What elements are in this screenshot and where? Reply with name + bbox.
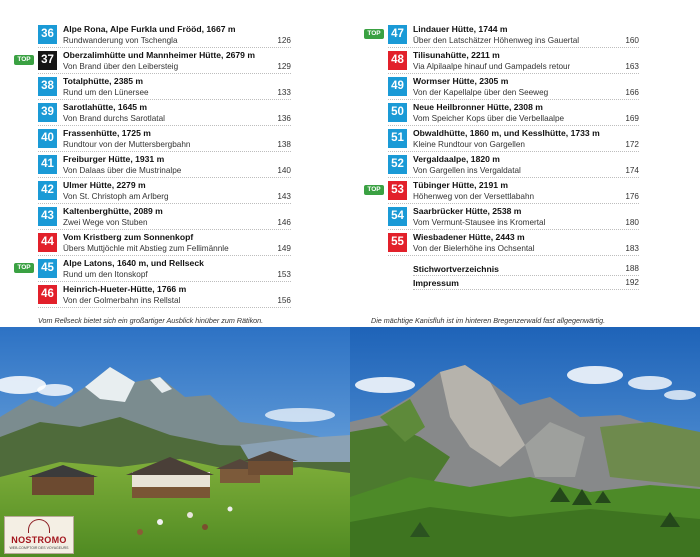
page-number: 180: [625, 218, 639, 227]
toc-entry: [38, 154, 291, 178]
toc-entry: [38, 102, 291, 126]
page-number: 149: [277, 244, 291, 253]
index-label: Stichwortverzeichnis: [413, 264, 499, 274]
route-number: 36: [38, 25, 57, 44]
top-badge: TOP: [364, 29, 384, 39]
route-subtitle: Von Dalaas über die Mustrinalpe: [63, 166, 182, 175]
route-number: 52: [388, 155, 407, 174]
route-subtitle-row: [63, 87, 291, 98]
route-number: 49: [388, 77, 407, 96]
route-subtitle-row: [413, 113, 639, 124]
route-title: Vom Kristberg zum Sonnenkopf: [63, 232, 194, 242]
route-subtitle-row: [63, 243, 291, 254]
toc-entry: [388, 50, 639, 74]
index-row: [413, 263, 639, 276]
top-badge: TOP: [364, 185, 384, 195]
logo-tagline: WEB-COMPTOIR DES VOYAGEURS: [9, 546, 69, 550]
page-number: 156: [277, 296, 291, 305]
route-subtitle: Vom Speicher Kops über die Verbellaalpe: [413, 114, 565, 123]
route-number: 55: [388, 233, 407, 252]
page-number: 169: [625, 114, 639, 123]
page-number: 136: [277, 114, 291, 123]
route-title: Oberzalimhütte und Mannheimer Hütte, 2679 m: [63, 50, 255, 60]
route-subtitle: Von der Bielerhöhe ins Ochsental: [413, 244, 535, 253]
route-subtitle-row: [63, 269, 291, 280]
route-subtitle: Rundtour von der Muttersbergbahn: [63, 140, 191, 149]
page-number: 188: [625, 264, 639, 273]
route-number: 47: [388, 25, 407, 44]
route-number: 45: [38, 259, 57, 278]
route-title: Totalphütte, 2385 m: [63, 76, 144, 86]
route-subtitle-row: [63, 35, 291, 46]
route-number: 53: [388, 181, 407, 200]
page-number: 183: [625, 244, 639, 253]
route-subtitle: Rundwanderung von Tschengla: [63, 36, 178, 45]
route-subtitle-row: [413, 165, 639, 176]
toc-entry: [38, 206, 291, 230]
route-title: Alpe Latons, 1640 m, und Rellseck: [63, 258, 204, 268]
photo-caption-left: Vom Rellseck bietet sich ein großartiger Ausblick hinüber zum Rätikon.: [38, 316, 264, 325]
toc-entry: [388, 76, 639, 100]
toc-entry: [367, 180, 639, 204]
route-title: Kaltenberghütte, 2089 m: [63, 206, 163, 216]
route-subtitle: Von Brand über den Leibersteig: [63, 62, 179, 71]
toc-entry: [388, 128, 639, 152]
route-number: 48: [388, 51, 407, 70]
page-number: 129: [277, 62, 291, 71]
route-subtitle: Zwei Wege von Stuben: [63, 218, 148, 227]
route-title: Tilisunahütte, 2211 m: [413, 50, 500, 60]
route-subtitle-row: [63, 61, 291, 72]
page-number: 176: [625, 192, 639, 201]
route-number: 42: [38, 181, 57, 200]
toc-entry: [38, 128, 291, 152]
page-number: 126: [277, 36, 291, 45]
route-title: Frassenhütte, 1725 m: [63, 128, 151, 138]
route-number: 51: [388, 129, 407, 148]
route-subtitle: Von St. Christoph am Arlberg: [63, 192, 169, 201]
route-subtitle: Höhenweg von der Versettlabahn: [413, 192, 535, 201]
route-title: Neue Heilbronner Hütte, 2308 m: [413, 102, 543, 112]
route-subtitle: Via Alpilaalpe hinauf und Gampadels retour: [413, 62, 571, 71]
route-subtitle: Von der Golmerbahn ins Rellstal: [63, 296, 181, 305]
route-title: Tübinger Hütte, 2191 m: [413, 180, 509, 190]
toc-left-list: [17, 24, 291, 308]
page-number: 133: [277, 88, 291, 97]
photo-caption-right: Die mächtige Kanisfluh ist im hinteren Bregenzerwald fast allgegenwärtig.: [371, 316, 606, 325]
route-subtitle-row: [63, 113, 291, 124]
toc-entry: [38, 232, 291, 256]
route-title: Freiburger Hütte, 1931 m: [63, 154, 165, 164]
route-title: Alpe Rona, Alpe Furkla und Frööd, 1667 m: [63, 24, 236, 34]
route-subtitle-row: [413, 217, 639, 228]
index-row: [413, 277, 639, 290]
index-label: Impressum: [413, 278, 459, 288]
route-subtitle-row: [63, 139, 291, 150]
page-number: 140: [277, 166, 291, 175]
route-subtitle: Kleine Rundtour von Gargellen: [413, 140, 525, 149]
route-number: 37: [38, 51, 57, 70]
route-subtitle: Rund um den Itonskopf: [63, 270, 148, 279]
page-number: 146: [277, 218, 291, 227]
page-number: 166: [625, 88, 639, 97]
route-subtitle-row: [63, 217, 291, 228]
route-number: 41: [38, 155, 57, 174]
toc-entry: [17, 50, 291, 74]
route-subtitle: Von Brand durchs Sarotlatal: [63, 114, 165, 123]
route-title: Heinrich-Hueter-Hütte, 1766 m: [63, 284, 187, 294]
route-subtitle-row: [63, 295, 291, 306]
route-subtitle-row: [413, 35, 639, 46]
toc-index-list: [388, 263, 639, 290]
route-title: Obwaldhütte, 1860 m, und Kesslhütte, 1733 m: [413, 128, 600, 138]
route-number: 43: [38, 207, 57, 226]
photo-kanisfluh: [350, 327, 700, 557]
route-subtitle-row: [413, 87, 639, 98]
route-title: Vergaldaalpe, 1820 m: [413, 154, 500, 164]
route-subtitle: Rund um den Lünersee: [63, 88, 149, 97]
top-badge: TOP: [14, 263, 34, 273]
toc-entry: [388, 232, 639, 256]
toc-entry: [367, 24, 639, 48]
toc-entry: [388, 206, 639, 230]
route-number: 46: [38, 285, 57, 304]
page-number: 174: [625, 166, 639, 175]
route-title: Ulmer Hütte, 2279 m: [63, 180, 146, 190]
logo-name: NOSTROMO: [11, 535, 67, 545]
route-number: 50: [388, 103, 407, 122]
route-subtitle: Übers Muttjöchle mit Abstieg zum Fellimännle: [63, 244, 229, 253]
route-number: 40: [38, 129, 57, 148]
page-number: 192: [625, 278, 639, 287]
route-subtitle-row: [413, 191, 639, 202]
route-subtitle: Vom Vermunt-Stausee ins Kromertal: [413, 218, 546, 227]
toc-right-column: [367, 24, 639, 291]
toc-entry: [17, 258, 291, 282]
route-number: 39: [38, 103, 57, 122]
page-number: 153: [277, 270, 291, 279]
page-number: 163: [625, 62, 639, 71]
route-subtitle-row: [413, 139, 639, 150]
route-subtitle-row: [413, 61, 639, 72]
route-number: 38: [38, 77, 57, 96]
route-subtitle-row: [63, 191, 291, 202]
route-title: Wiesbadener Hütte, 2443 m: [413, 232, 525, 242]
toc-entry: [388, 102, 639, 126]
toc-entry: [38, 284, 291, 308]
route-subtitle-row: [413, 243, 639, 254]
page-number: 172: [625, 140, 639, 149]
page-number: 138: [277, 140, 291, 149]
nostromo-logo: [4, 516, 74, 554]
top-badge: TOP: [14, 55, 34, 65]
toc-entry: [38, 180, 291, 204]
route-subtitle: Über den Latschätzer Höhenweg ins Gauertal: [413, 36, 580, 45]
route-title: Lindauer Hütte, 1744 m: [413, 24, 508, 34]
page-number: 143: [277, 192, 291, 201]
globe-icon: [28, 519, 50, 533]
toc-entry: [38, 76, 291, 100]
route-subtitle: Von Gargellen ins Vergaldatal: [413, 166, 521, 175]
route-title: Wormser Hütte, 2305 m: [413, 76, 509, 86]
route-subtitle: Von der Kapellalpe über den Seeweg: [413, 88, 549, 97]
toc-left-column: [17, 24, 291, 310]
toc-entry: [388, 154, 639, 178]
route-number: 44: [38, 233, 57, 252]
route-title: Saarbrücker Hütte, 2538 m: [413, 206, 522, 216]
page-number: 160: [625, 36, 639, 45]
route-number: 54: [388, 207, 407, 226]
toc-entry: [38, 24, 291, 48]
route-title: Sarotlahütte, 1645 m: [63, 102, 148, 112]
route-subtitle-row: [63, 165, 291, 176]
toc-right-list: [367, 24, 639, 256]
